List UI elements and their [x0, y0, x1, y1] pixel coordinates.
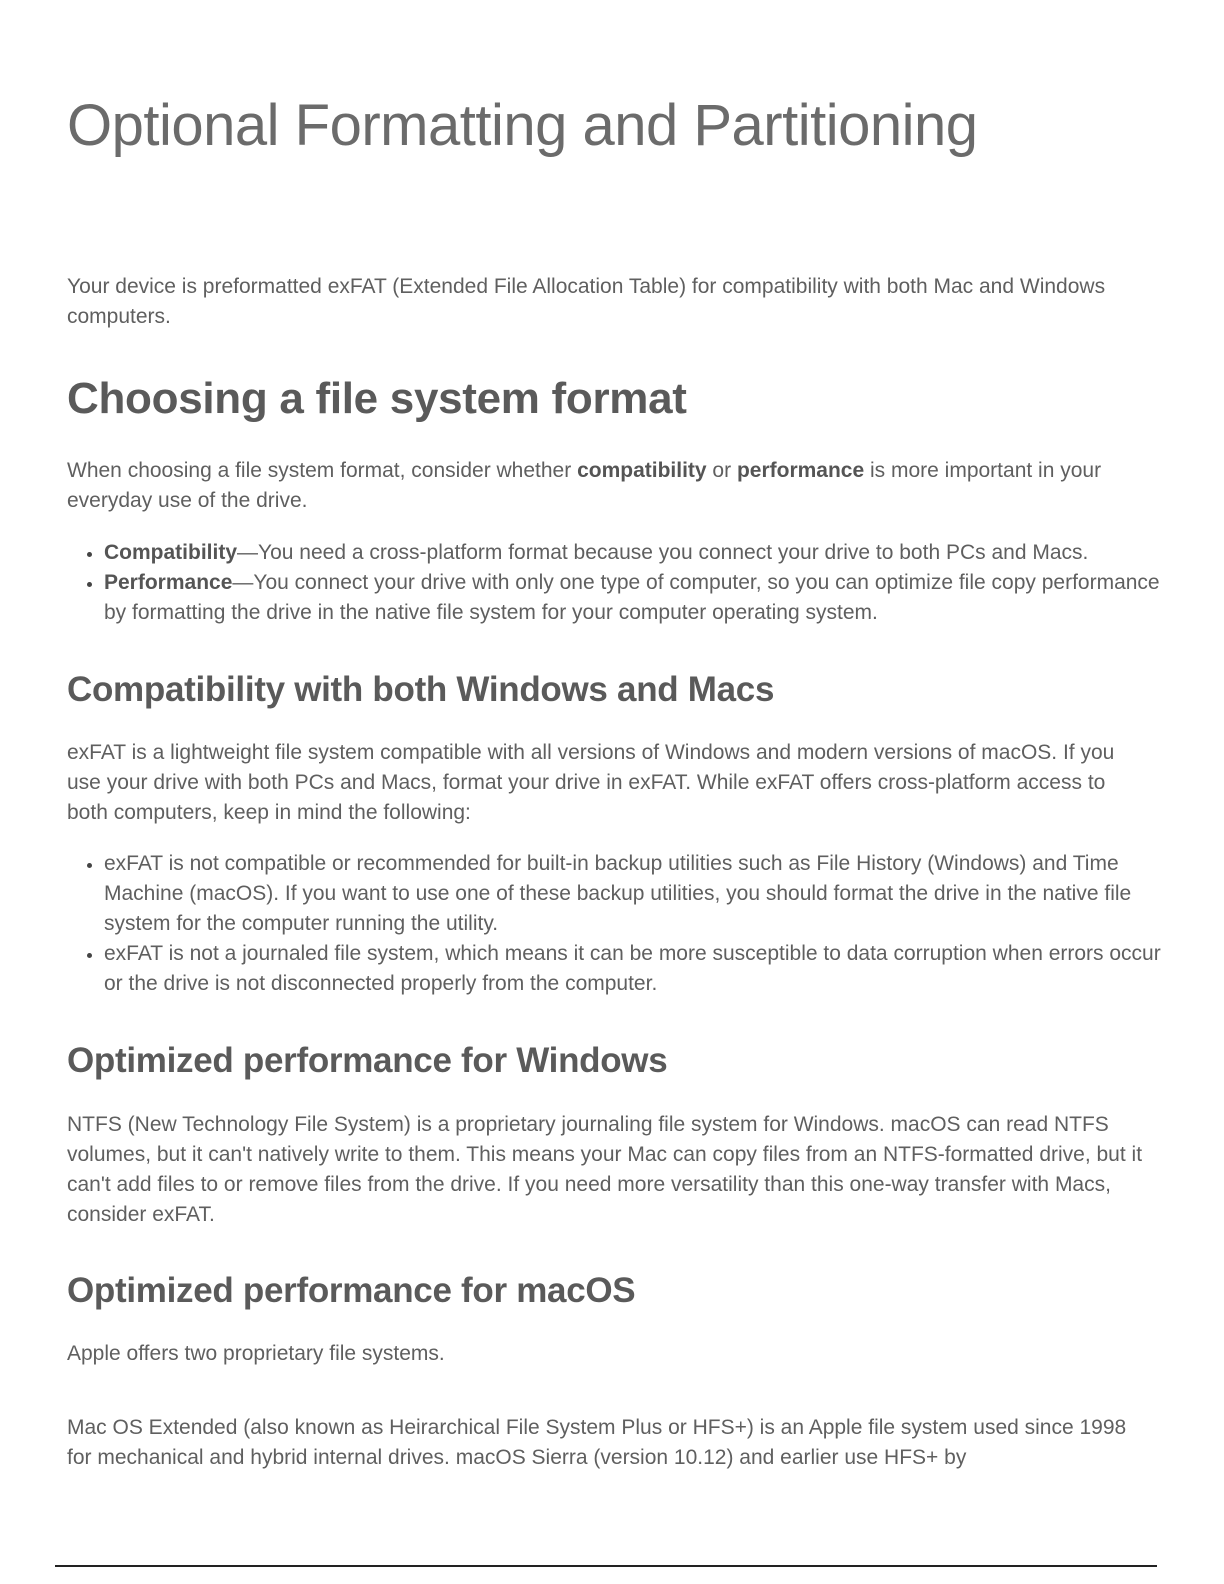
compatibility-bullet-list	[67, 849, 1184, 999]
list-item: • exFAT is not compatible or recommended for built-in backup utilities such as File History (Windows) and Time Machine (macOS). If you want to use one of these backup utilities, you should format the drive in the native file system for the computer running the utility.	[104, 849, 1184, 939]
bullet-text: —You need a cross-platform format because you connect your drive to both PCs and Macs.	[237, 541, 1089, 564]
list-item	[104, 538, 1184, 568]
performance-bold: performance	[736, 459, 865, 482]
macos-paragraph-1: Apple offers two proprietary file systems.	[67, 1342, 445, 1365]
bullet-term: Performance	[104, 571, 233, 594]
choosing-text-after: is more important in your everyday use of the drive.	[67, 459, 1102, 512]
compatibility-bold: compatibility	[577, 459, 707, 482]
choosing-text-before: When choosing a file system format, consider whether	[67, 459, 578, 482]
bullet-text: —You connect your drive with only one type of computer, so you can optimize file copy performance by formatting the drive in the native file system for your computer operating system.	[104, 571, 1160, 624]
list-item: • exFAT is not a journaled file system, which means it can be more susceptible to data corruption when errors occur or the drive is not disconnected properly from the computer.	[104, 939, 1184, 999]
footer-divider	[55, 1565, 1157, 1567]
compatibility-paragraph: exFAT is a lightweight file system compatible with all versions of Windows and modern versions of macOS. If you use your drive with both PCs and Macs, format your drive in exFAT. While exFAT offers cross-platform access to both computers, keep in mind the following:	[67, 741, 1115, 824]
choosing-bullet-list	[67, 538, 1184, 628]
intro-paragraph: Your device is preformatted exFAT (Extended File Allocation Table) for compatibility with both Mac and Windows computers.	[67, 275, 1106, 328]
windows-paragraph: NTFS (New Technology File System) is a proprietary journaling file system for Windows. macOS can read NTFS volumes, but it can't natively write to them. This means your Mac can copy files from an NTFS-formatted drive, but it can't add files to or remove files from the drive. If you need more versatility than this one-way transfer with Macs, consider exFAT.	[67, 1113, 1143, 1226]
heading-choosing-format: Choosing a file system format	[67, 374, 687, 423]
choosing-text-mid: or	[706, 459, 737, 482]
page-title: Optional Formatting and Partitioning	[67, 93, 978, 158]
heading-windows-performance: Optimized performance for Windows	[67, 1041, 668, 1080]
bullet-term: Compatibility	[104, 541, 238, 564]
macos-paragraph-2: Mac OS Extended (also known as Heirarchical File System Plus or HFS+) is an Apple file system used since 1998 for mechanical and hybrid internal drives. macOS Sierra (version 10.12) and earlier use HFS+ by	[67, 1416, 1127, 1469]
heading-compatibility: Compatibility with both Windows and Macs	[67, 670, 775, 709]
choosing-paragraph	[67, 456, 1147, 516]
heading-macos-performance: Optimized performance for macOS	[67, 1271, 636, 1310]
list-item	[104, 568, 1184, 628]
